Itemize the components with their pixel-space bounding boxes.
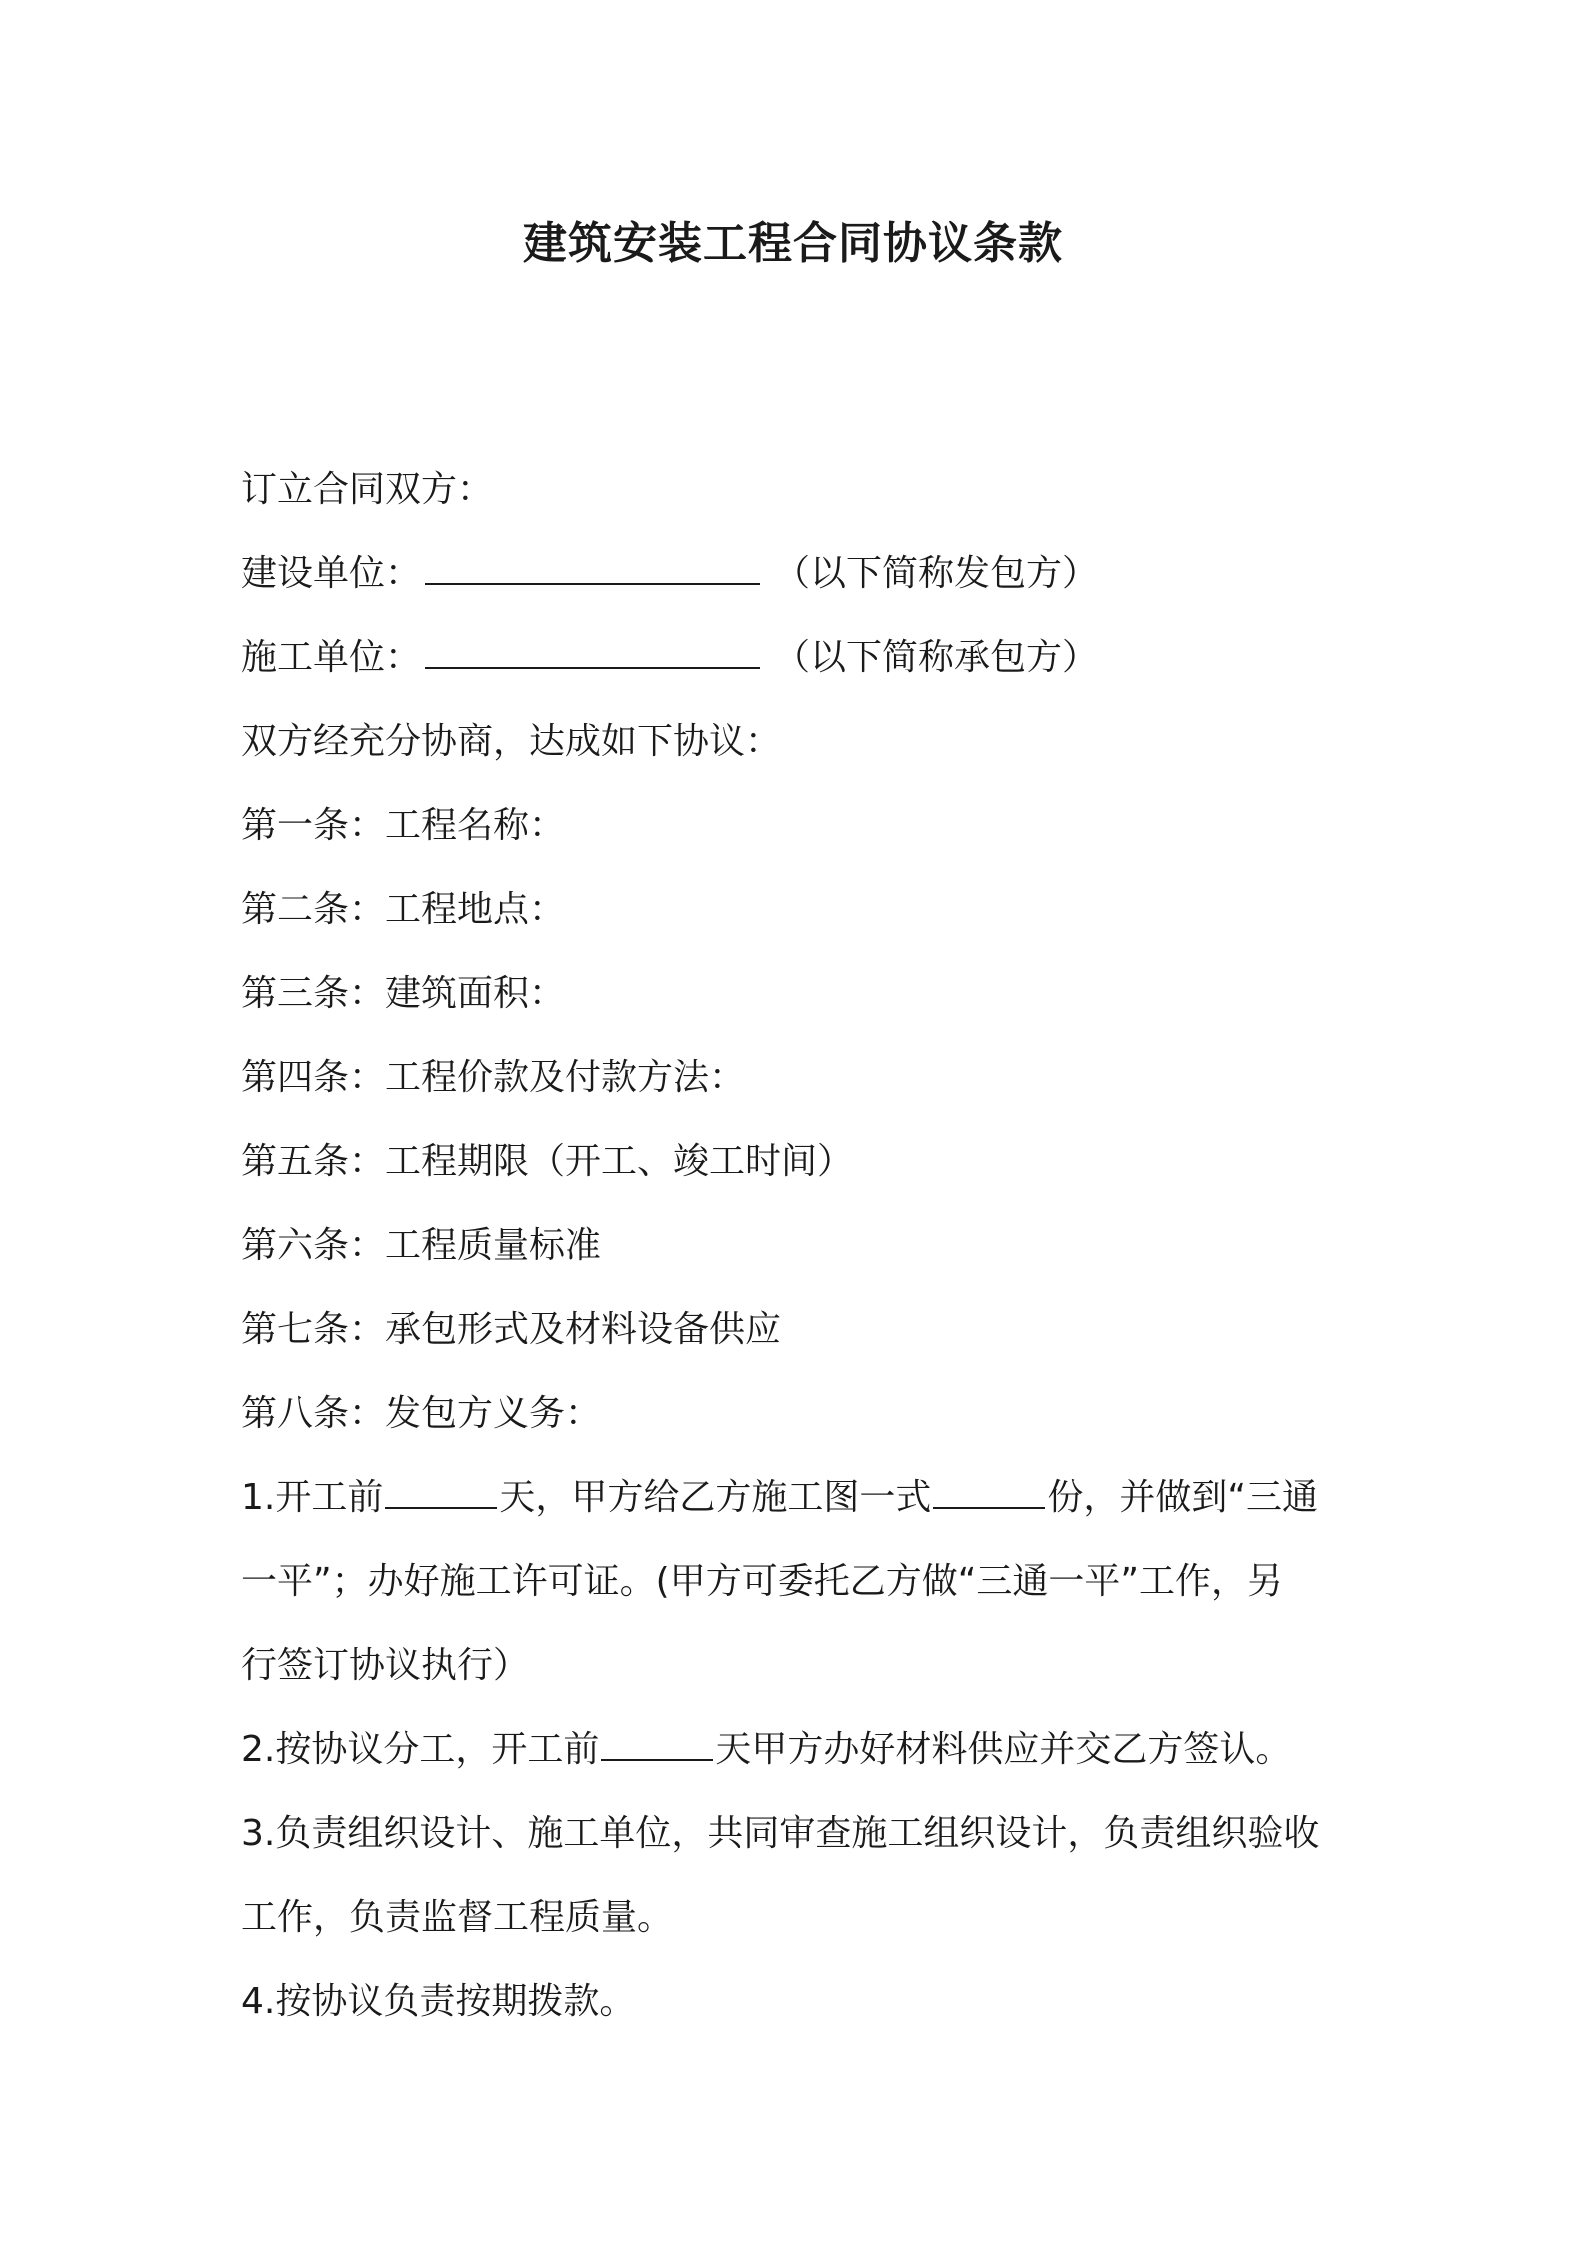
agreement-intro: 双方经充分协商，达成如下协议： xyxy=(241,721,782,762)
party-b-blank xyxy=(425,627,760,669)
item-1-part-2: 天，甲方给乙方施工图一式 xyxy=(499,1477,932,1518)
document-title: 建筑安装工程合同协议条款 xyxy=(523,218,1063,269)
party-a-suffix: （以下简称发包方） xyxy=(774,553,1099,594)
item-4-line: 4.按协议负责按期拨款。 xyxy=(241,1981,636,2022)
item-1-part-3: 份，并做到“三通 xyxy=(1047,1477,1319,1518)
party-a-blank xyxy=(425,543,760,585)
party-b-label: 施工单位： xyxy=(241,637,422,678)
article-6: 第六条：工程质量标准 xyxy=(241,1225,602,1266)
item-1-part-1: 1.开工前 xyxy=(241,1477,384,1518)
article-1: 第一条：工程名称： xyxy=(241,805,566,846)
item-2-part-1: 2.按协议分工，开工前 xyxy=(241,1729,600,1770)
article-5: 第五条：工程期限（开工、竣工时间） xyxy=(241,1141,854,1182)
item-1-line-3: 行签订协议执行） xyxy=(241,1645,530,1686)
item-1-line-1 xyxy=(241,1456,1361,1540)
article-4: 第四条：工程价款及付款方法： xyxy=(241,1057,746,1098)
item-2-line xyxy=(241,1708,1361,1792)
party-a-label: 建设单位： xyxy=(241,553,422,594)
item-1-copies-blank xyxy=(933,1467,1045,1509)
item-2-part-2: 天甲方办好材料供应并交乙方签认。 xyxy=(715,1729,1292,1770)
party-b-suffix: （以下简称承包方） xyxy=(774,637,1099,678)
article-3: 第三条：建筑面积： xyxy=(241,973,566,1014)
article-7: 第七条：承包形式及材料设备供应 xyxy=(241,1309,782,1350)
item-1-days-blank xyxy=(385,1467,497,1509)
party-b-line xyxy=(241,616,1361,700)
article-8: 第八条：发包方义务： xyxy=(241,1393,602,1434)
item-3-line-1: 3.负责组织设计、施工单位，共同审查施工组织设计，负责组织验收 xyxy=(241,1813,1320,1854)
item-1-line-2: 一平”；办好施工许可证。(甲方可委托乙方做“三通一平”工作，另 xyxy=(241,1561,1283,1602)
item-3-line-2: 工作，负责监督工程质量。 xyxy=(241,1897,674,1938)
party-a-line xyxy=(241,532,1361,616)
document-body xyxy=(241,448,1361,2044)
parties-heading: 订立合同双方： xyxy=(241,469,494,510)
article-2: 第二条：工程地点： xyxy=(241,889,566,930)
item-2-days-blank xyxy=(601,1719,713,1761)
